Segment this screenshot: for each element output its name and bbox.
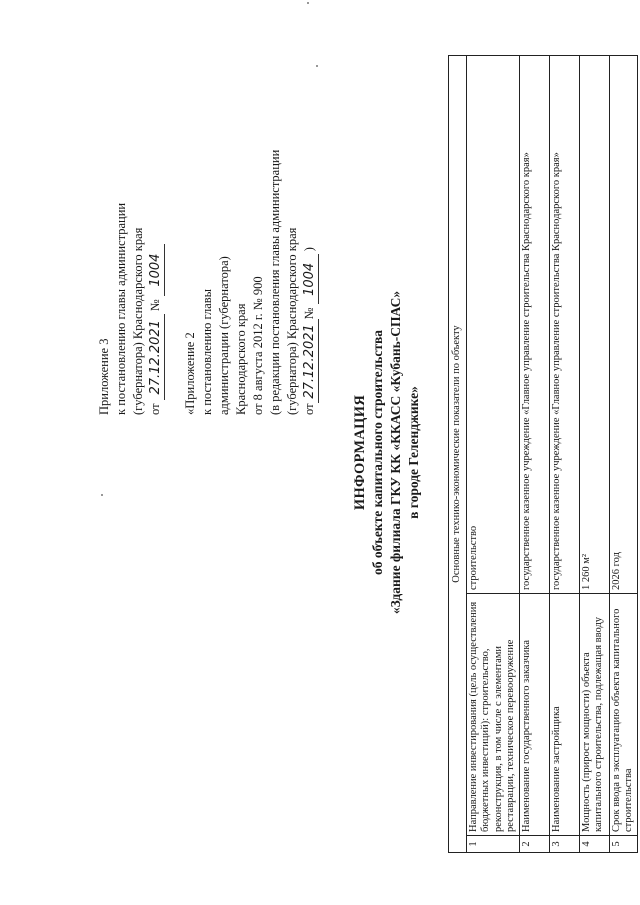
table-row [579, 56, 609, 853]
original-appendix-line: Краснодарского края [234, 303, 248, 415]
original-appendix-line: (губернатора) Краснодарского края [285, 227, 299, 415]
document-subtitle: об объекте капитального строительства [370, 329, 385, 576]
appendix-line: к постановлению главы администрации [114, 202, 128, 415]
row-name: Мощность (прирост мощности) объекта капитального строительства, подлежащая вводу [579, 594, 609, 836]
handwritten-date: 27.12.2021 [301, 319, 319, 403]
document-heading: ИНФОРМАЦИЯ [352, 394, 368, 511]
row-value: государственное казенное учреждение «Главное управление строительства Краснодарского края» [549, 56, 579, 594]
row-value: 1 260 м² [579, 56, 609, 594]
table-header: Основные технико-экономические показатели по объекту [449, 56, 467, 853]
row-value: 2026 год [609, 56, 637, 594]
table-row [549, 56, 579, 853]
row-name: Направление инвестирования (цель осуществления бюджетных инвестиций): строительство, реконструкция, в том числе с элементами реставрации, техническое перевооружение [466, 594, 519, 836]
original-appendix-date-line: от27.12.2021№ 1004 ) [302, 247, 317, 415]
table-header-row [449, 56, 467, 853]
indicators-table [448, 55, 638, 853]
object-name: «Здание филиала ГКУ КК «ККАСС «Кубань-СПАС» [388, 290, 403, 615]
row-name: Срок ввода в эксплуатацию объекта капитального строительства [609, 594, 637, 836]
table-row [466, 56, 519, 853]
appendix-block [96, 35, 319, 415]
handwritten-date: 27.12.2021 [147, 314, 165, 400]
row-number: 4 [579, 836, 609, 853]
object-location: в городе Геленджике» [406, 386, 421, 519]
original-appendix-line: (в редакции постановления главы администрации [268, 149, 282, 415]
row-value: государственное казенное учреждение «Главное управление строительства Краснодарского края» [519, 56, 549, 594]
appendix-line: (губернатора) Краснодарского края [131, 227, 145, 415]
original-appendix-line: к постановлению главы [200, 288, 214, 415]
handwritten-number: 1004 [147, 244, 165, 296]
row-number: 3 [549, 836, 579, 853]
row-number: 1 [466, 836, 519, 853]
row-number: 2 [519, 836, 549, 853]
row-value: строительство [466, 56, 519, 594]
original-appendix-line: «Приложение 2 [183, 332, 197, 415]
appendix-line: Приложение 3 [97, 338, 111, 415]
appendix-date-line: от 27.12.2021 № 1004 [147, 35, 165, 415]
row-name: Наименование застройщика [549, 594, 579, 836]
row-name: Наименование государственного заказчика [519, 594, 549, 836]
table-row [519, 56, 549, 853]
table-row [609, 56, 637, 853]
handwritten-number: 1004 [301, 254, 319, 304]
original-appendix-line: от 8 августа 2012 г. № 900 [251, 276, 265, 415]
row-number: 5 [609, 836, 637, 853]
original-appendix-line: администрации (губернатора) [217, 256, 231, 415]
